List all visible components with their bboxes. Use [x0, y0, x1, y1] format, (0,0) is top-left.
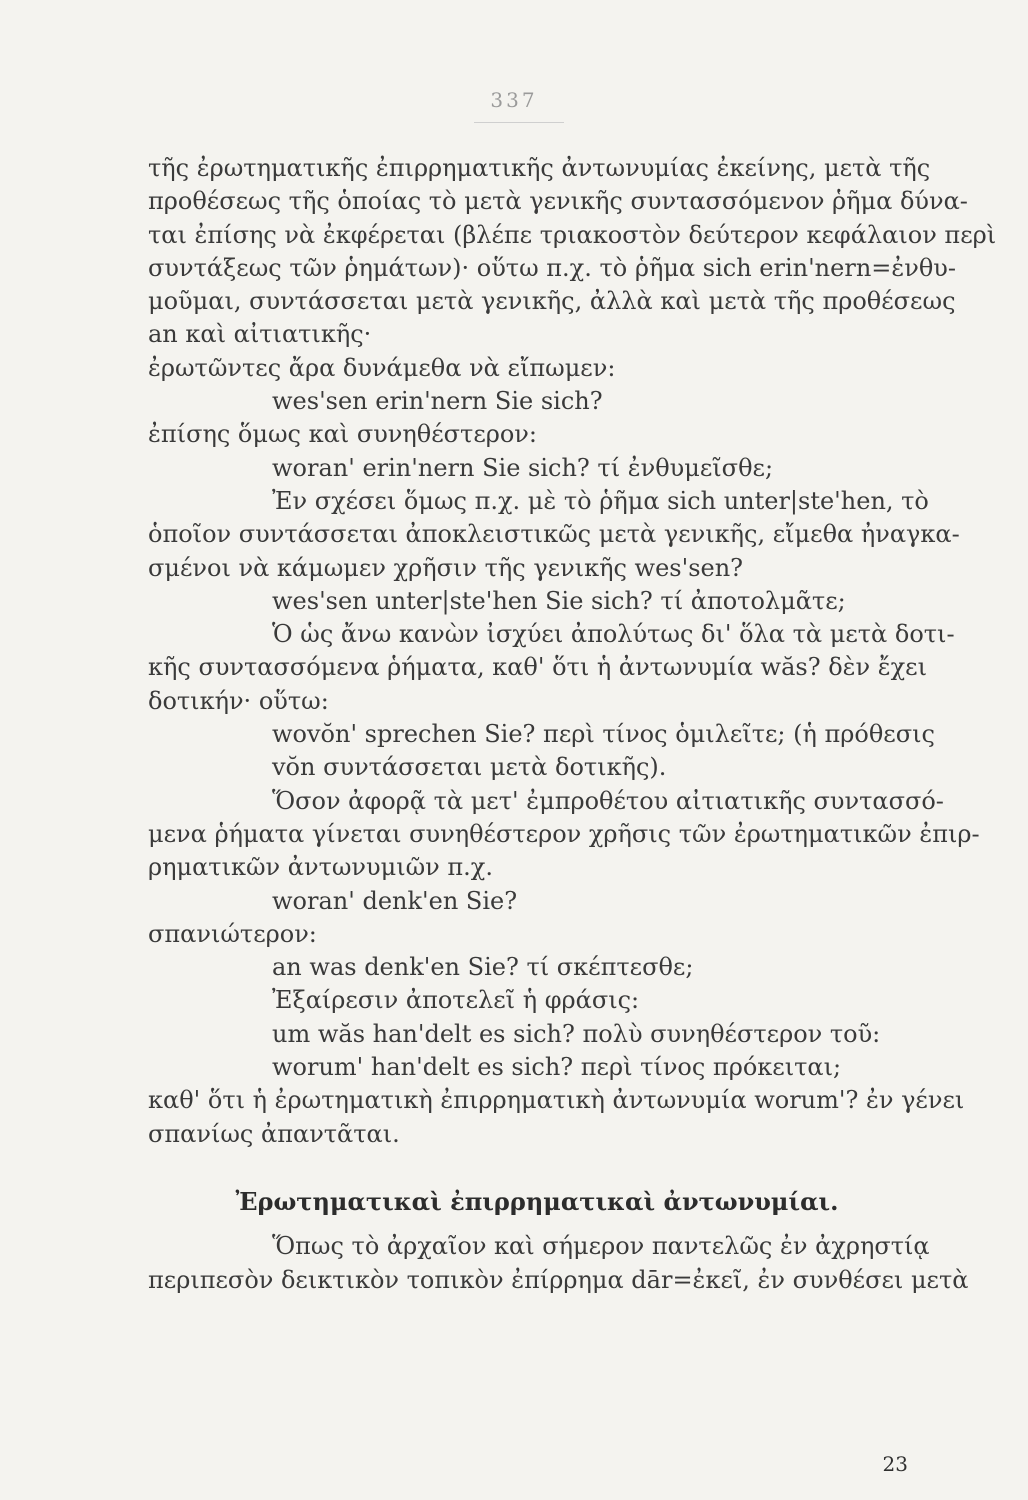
- text-line: Ὁ ὡς ἄνω κανὼν ἰσχύει ἀπολύτως δι' ὅλα τὰ μετὰ δοτι-: [272, 620, 955, 649]
- text-line: ται ἐπίσης νὰ ἐκφέρεται (βλέπε τριακοστὸν δεύτερον κεφάλαιον περὶ: [148, 220, 997, 249]
- text-line: ὁποῖον συντάσσεται ἀποκλειστικῶς μετὰ γενικῆς, εἴμεθα ἠναγκα-: [148, 520, 960, 549]
- text-line: προθέσεως τῆς ὁποίας τὸ μετὰ γενικῆς συντασσόμενον ῥῆμα δύνα-: [148, 187, 968, 216]
- body-text: [148, 152, 997, 1297]
- text-line: σμένοι νὰ κάμωμεν χρῆσιν τῆς γενικῆς wes'sen?: [148, 553, 744, 582]
- example-line: an was denk'en Sie? τί σκέπτεσθε;: [272, 953, 694, 982]
- text-line: Ἐξαίρεσιν ἀποτελεῖ ἡ φράσις:: [272, 986, 640, 1015]
- text-line: κῆς συντασσόμενα ῥήματα, καθ' ὅτι ἡ ἀντωνυμία wăs? δὲν ἔχει: [148, 653, 928, 682]
- text-line: δοτικήν· οὕτω:: [148, 686, 329, 715]
- example-line: woran' erin'nern Sie sich? τί ἐνθυμεῖσθε;: [272, 453, 774, 482]
- section-heading: Ἐρωτηματικαὶ ἐπιρρηματικαὶ ἀντωνυμίαι.: [235, 1186, 839, 1216]
- example-line: woran' denk'en Sie?: [272, 886, 518, 915]
- example-line: vŏn συντάσσεται μετὰ δοτικῆς).: [272, 753, 667, 782]
- text-line: μοῦμαι, συντάσσεται μετὰ γενικῆς, ἀλλὰ καὶ μετὰ τῆς προθέσεως: [148, 287, 956, 316]
- signature-mark: 23: [882, 1452, 908, 1476]
- example-line: wovŏn' sprechen Sie? περὶ τίνος ὁμιλεῖτε; (ἡ πρόθεσις: [272, 720, 935, 749]
- header-rule: [474, 122, 564, 123]
- text-line: Ὅσον ἀφορᾷ τὰ μετ' ἐμπροθέτου αἰτιατικῆς συντασσό-: [272, 786, 944, 815]
- page-number: 337: [490, 88, 538, 112]
- text-line: ἐρωτῶντες ἄρα δυνάμεθα νὰ εἴπωμεν:: [148, 353, 616, 382]
- text-line: μενα ῥήματα γίνεται συνηθέστερον χρῆσις τῶν ἐρωτηματικῶν ἐπιρ-: [148, 819, 980, 848]
- text-line: συντάξεως τῶν ῥημάτων)· οὕτω π.χ. τὸ ῥῆμα sich erin'nern=ἐνθυ-: [148, 253, 956, 282]
- example-line: wes'sen unter|ste'hen Sie sich? τί ἀποτολμᾶτε;: [272, 586, 846, 615]
- example-line: worum' han'delt es sich? περὶ τίνος πρόκειται;: [272, 1053, 842, 1082]
- text-line: σπανιώτερον:: [148, 919, 317, 948]
- text-line: τῆς ἐρωτηματικῆς ἐπιρρηματικῆς ἀντωνυμίας ἐκείνης, μετὰ τῆς: [148, 154, 931, 182]
- text-line: καθ' ὅτι ἡ ἐρωτηματικὴ ἐπιρρηματικὴ ἀντωνυμία worum'? ἐν γένει: [148, 1086, 965, 1115]
- text-line: σπανίως ἀπαντᾶται.: [148, 1119, 400, 1148]
- text-line: ρηματικῶν ἀντωνυμιῶν π.χ.: [148, 853, 493, 882]
- example-line: wes'sen erin'nern Sie sich?: [272, 387, 603, 416]
- text-line: περιπεσὸν δεικτικὸν τοπικὸν ἐπίρρημα dār=ἐκεῖ, ἐν συνθέσει μετὰ: [148, 1265, 969, 1294]
- example-line: um wăs han'delt es sich? πολὺ συνηθέστερον τοῦ:: [272, 1019, 881, 1048]
- text-line: Ἐν σχέσει ὅμως π.χ. μὲ τὸ ῥῆμα sich unter|ste'hen, τὸ: [272, 486, 929, 515]
- text-line: Ὅπως τὸ ἀρχαῖον καὶ σήμερον παντελῶς ἐν ἀχρηστίᾳ: [272, 1232, 930, 1261]
- text-line: an καὶ αἰτιατικῆς·: [148, 320, 372, 349]
- text-line: ἐπίσης ὅμως καὶ συνηθέστερον:: [148, 420, 537, 449]
